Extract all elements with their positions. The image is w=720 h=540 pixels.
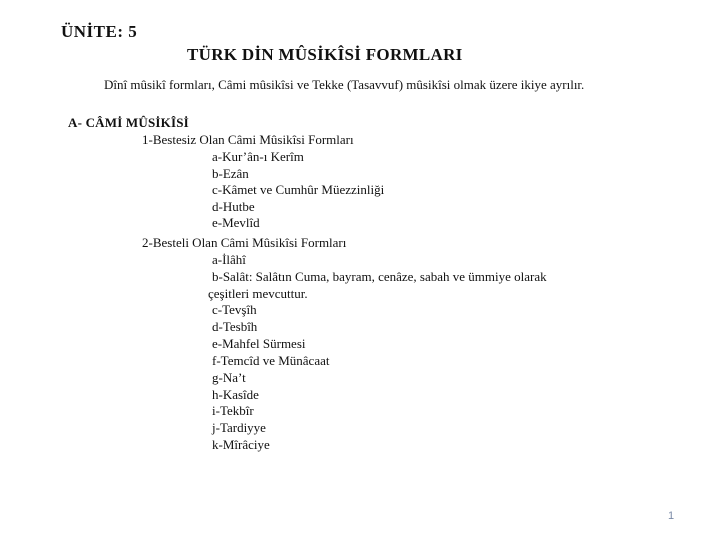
list-item: k-Mîrâciye xyxy=(212,437,270,452)
list-item: d-Hutbe xyxy=(212,199,255,214)
list-item: g-Na’t xyxy=(212,370,246,385)
page-number: 1 xyxy=(668,510,675,522)
subsection-1-heading: 1-Bestesiz Olan Câmi Mûsikîsi Formları xyxy=(142,132,354,147)
list-item: h-Kasîde xyxy=(212,387,259,402)
list-item: e-Mevlîd xyxy=(212,215,260,230)
list-item: b-Salât: Salâtın Cuma, bayram, cenâze, sabah ve ümmiye olarak xyxy=(212,269,547,284)
list-item-continuation: çeşitleri mevcuttur. xyxy=(208,286,308,301)
list-item: f-Temcîd ve Münâcaat xyxy=(212,353,330,368)
list-item: c-Kâmet ve Cumhûr Müezzinliği xyxy=(212,182,385,197)
list-item: b-Ezân xyxy=(212,166,249,181)
list-item: a-İlâhî xyxy=(212,252,246,267)
list-item: a-Kur’ân-ı Kerîm xyxy=(212,149,304,164)
list-item: d-Tesbîh xyxy=(212,319,258,334)
list-item: c-Tevşîh xyxy=(212,302,257,317)
list-item: i-Tekbîr xyxy=(212,403,254,418)
list-item: e-Mahfel Sürmesi xyxy=(212,336,306,351)
intro-paragraph: Dînî mûsikî formları, Câmi mûsikîsi ve Tekke (Tasavvuf) mûsikîsi olmak üzere ikiye ayrılır. xyxy=(104,77,585,92)
unit-label: ÜNİTE: 5 xyxy=(61,22,138,41)
page-title: TÜRK DİN MÛSİKÎSİ FORMLARI xyxy=(187,45,463,64)
subsection-2-heading: 2-Besteli Olan Câmi Mûsikîsi Formları xyxy=(142,235,347,250)
list-item: j-Tardiyye xyxy=(212,420,266,435)
section-a-heading: A- CÂMİ MÛSİKÎSİ xyxy=(68,115,189,130)
